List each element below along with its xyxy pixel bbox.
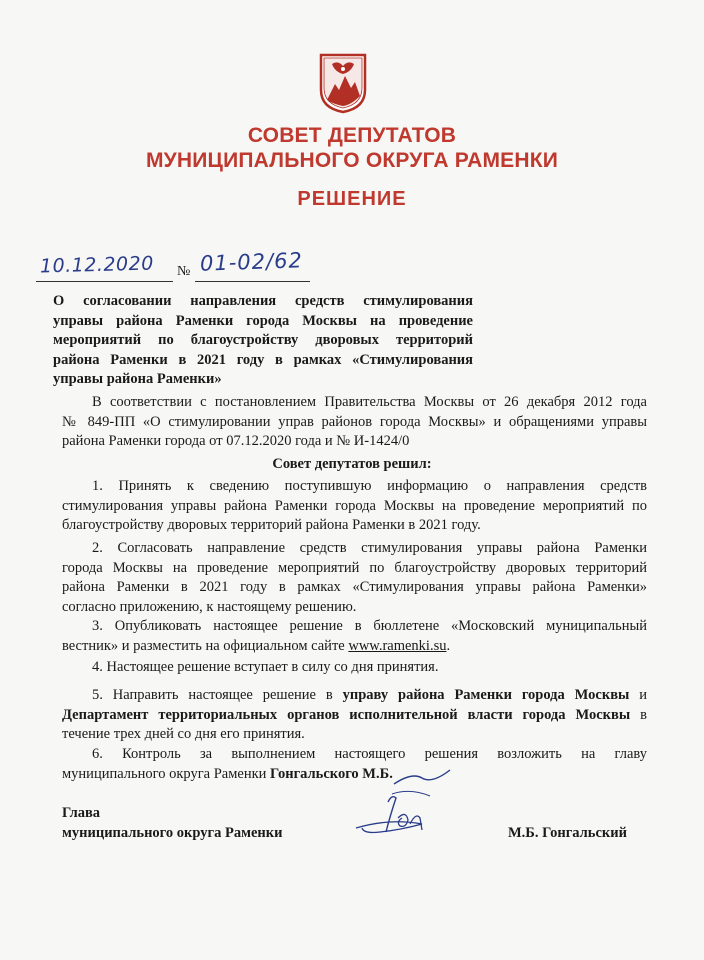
subject-line: О согласовании направления средств стимулирования (53, 293, 473, 309)
number-underline (195, 281, 310, 282)
subject-line: управы района Раменки» (53, 371, 222, 388)
item-2 (62, 539, 647, 617)
item-text: и (639, 687, 648, 703)
decision-subject (53, 292, 473, 390)
preamble-line: № 849-ПП «О стимулировании управ районов города Москвы» и обращениями управы (62, 413, 647, 430)
item-text: 5. Направить настоящее решение в (92, 687, 333, 703)
item-line: 6. Контроль за выполнением настоящего решения возложить на главу (92, 746, 647, 762)
date-underline (36, 281, 173, 282)
item-line: района Раменки в 2021 году в рамках «Стимулирования управы района Раменки» (62, 579, 647, 596)
item-text: в (640, 706, 648, 723)
item-line: стимулирования управы района Раменки города Москвы на проведение мероприятий по (62, 497, 647, 514)
website-link[interactable]: www.ramenki.su (348, 637, 447, 654)
signatory-name: М.Б. Гонгальский (508, 825, 627, 841)
item-5 (62, 686, 647, 745)
item-text: муниципального округа Раменки (62, 765, 267, 782)
preamble (62, 393, 647, 452)
item-line: 2. Согласовать направление средств стимулирования управы района Раменки (92, 540, 647, 556)
number-sign: № (177, 264, 191, 279)
signatory-title-line2: муниципального округа Раменки (62, 825, 283, 841)
item-line: 3. Опубликовать настоящее решение в бюллетене «Московский муниципальный (92, 618, 647, 634)
council-subtitle: МУНИЦИПАЛЬНОГО ОКРУГА РАМЕНКИ (145, 149, 559, 172)
item-bold: Гонгальского М.Б. (270, 765, 393, 782)
subject-line: управы района Раменки города Москвы на проведение (53, 312, 473, 329)
item-bold: Департамент территориальных органов исполнительной власти города Москвы (62, 706, 631, 723)
item-line: города Москвы на проведение мероприятий по благоустройству дворовых территорий (62, 559, 647, 576)
preamble-line: района Раменки города от 07.12.2020 года и № И-1424/0 (62, 433, 410, 450)
document-type: РЕШЕНИЕ (297, 188, 407, 210)
decision-number: 01-02/62 (199, 248, 304, 276)
resolved-heading: Совет депутатов решил: (272, 456, 432, 472)
item-3 (62, 617, 647, 656)
subject-line: мероприятий по благоустройству дворовых территорий (53, 332, 473, 349)
preamble-line: В соответствии с постановлением Правительства Москвы от 26 декабря 2012 года (92, 394, 647, 410)
signature-flourish-icon (392, 768, 452, 788)
handwritten-signature-icon (350, 788, 440, 848)
item-line: течение трех дней со дня его принятия. (62, 726, 305, 743)
item-4 (62, 658, 647, 678)
item-line: 4. Настоящее решение вступает в силу со дня принятия. (92, 659, 439, 675)
signatory-title: Глава (62, 805, 101, 821)
item-line: 1. Принять к сведению поступившую информацию о направления средств (92, 478, 647, 494)
item-line: благоустройству дворовых территорий района Раменки в 2021 году. (62, 517, 481, 534)
coat-of-arms-icon (318, 52, 368, 114)
item-line: вестник» и разместить на официальном сайте (62, 637, 345, 654)
council-title: СОВЕТ ДЕПУТАТОВ (247, 124, 457, 147)
item-1 (62, 477, 647, 536)
subject-line: района Раменки в 2021 году в рамках «Стимулирования (53, 351, 473, 368)
decision-date: 10.12.2020 (39, 252, 155, 278)
item-bold: управу района Раменки города Москвы (342, 687, 630, 703)
item-punct: . (446, 637, 451, 654)
item-line: согласно приложению, к настоящему решению. (62, 598, 357, 615)
item-6 (62, 745, 647, 784)
